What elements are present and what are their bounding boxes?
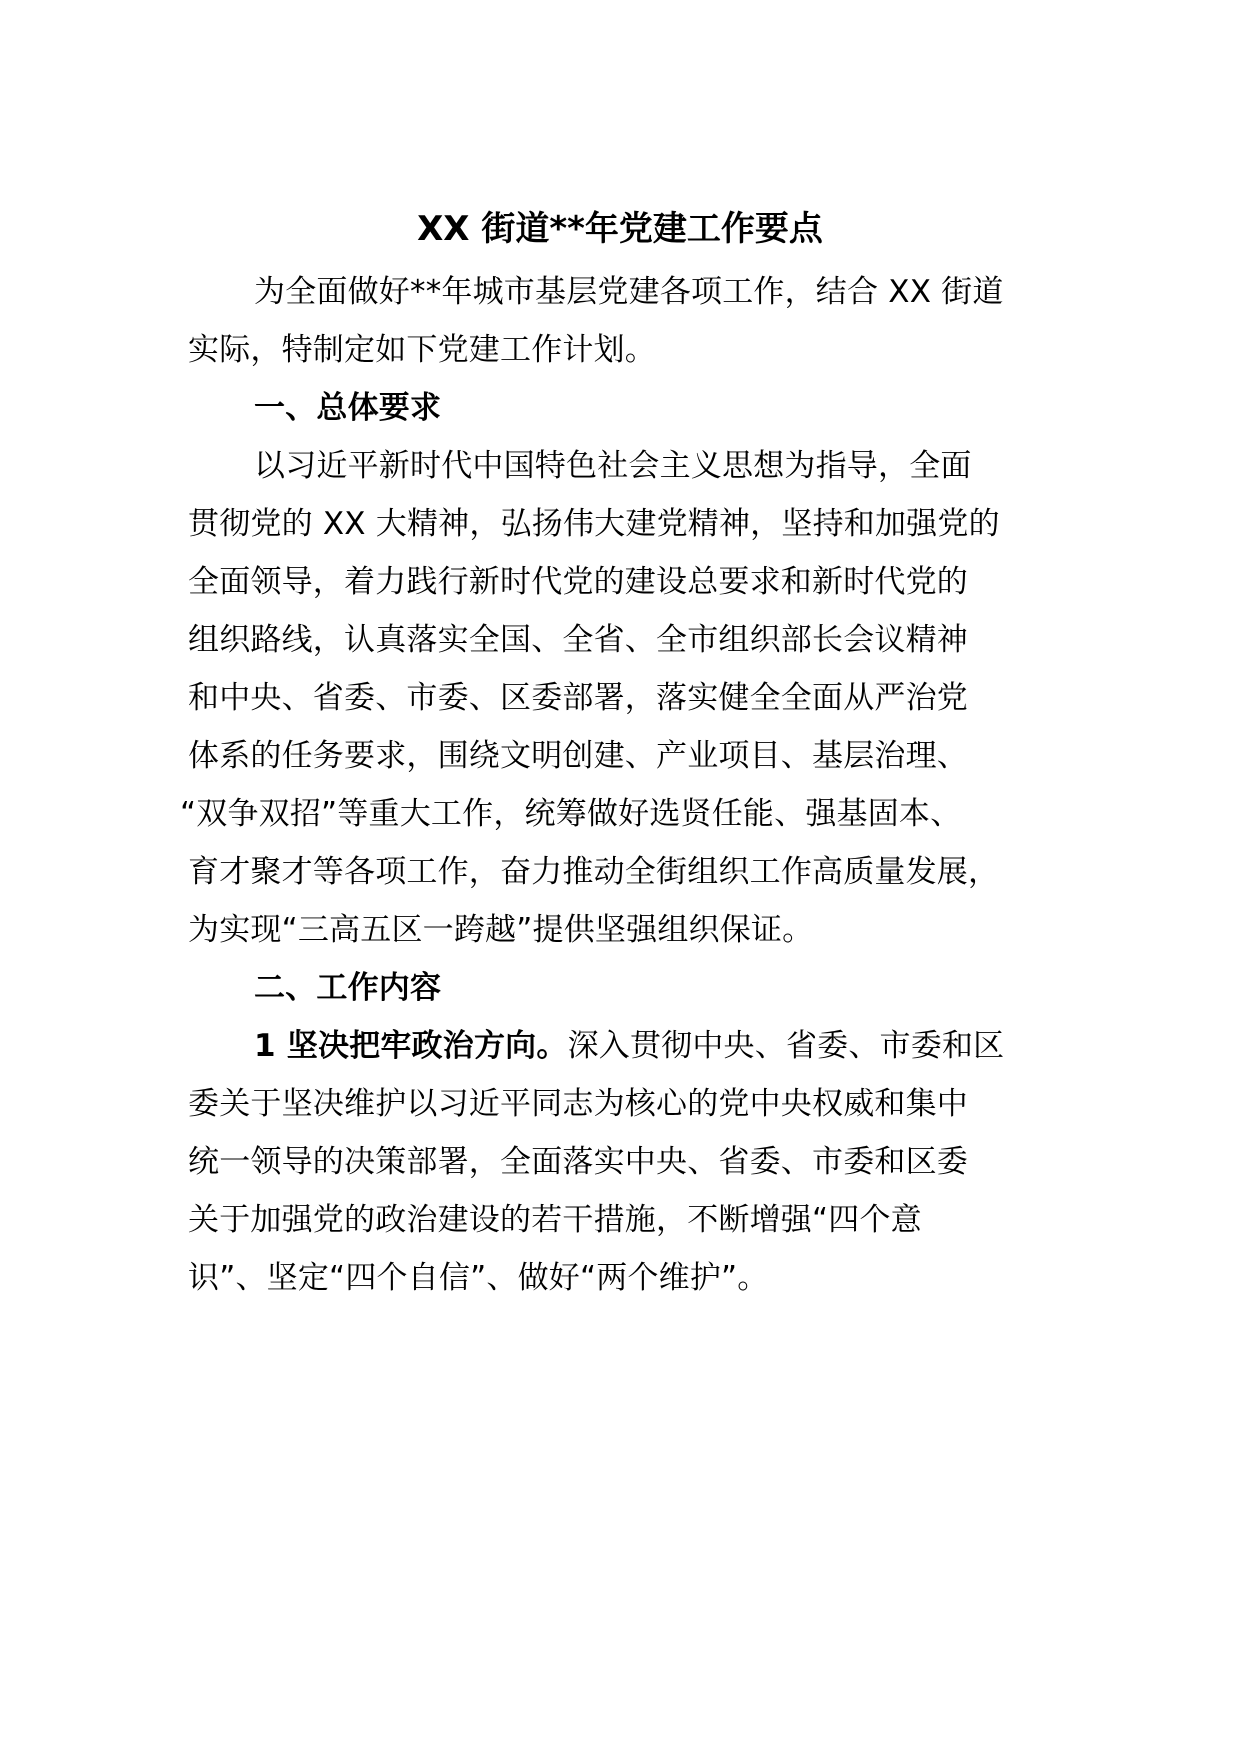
section-1-line-2: 贯彻党的 XX 大精神，弘扬伟大建党精神，坚持和加强党的 (188, 506, 1000, 542)
item-1-first-line (254, 1024, 1004, 1068)
section-1-line-4: 组织路线，认真落实全国、全省、全市组织部长会议精神 (188, 622, 968, 658)
section-heading-overall-requirements: 一、总体要求 (254, 390, 442, 426)
section-heading-work-content: 二、工作内容 (254, 970, 442, 1006)
intro-line-1: 为全面做好**年城市基层党建各项工作，结合 XX 街道 (254, 274, 1004, 310)
document-title: XX 街道**年党建工作要点 (417, 209, 823, 249)
intro-line-2: 实际，特制定如下党建工作计划。 (188, 332, 656, 368)
item-1-first-line-text: 深入贯彻中央、省委、市委和区 (567, 1028, 1005, 1064)
section-1-line-3: 全面领导，着力践行新时代党的建设总要求和新时代党的 (188, 564, 968, 600)
item-1-line-3: 统一领导的决策部署，全面落实中央、省委、市委和区委 (188, 1144, 968, 1180)
section-1-line-5: 和中央、省委、市委、区委部署，落实健全全面从严治党 (188, 680, 968, 716)
section-1-line-6: 体系的任务要求，围绕文明创建、产业项目、基层治理、 (188, 738, 968, 774)
section-1-line-1: 以习近平新时代中国特色社会主义思想为指导，全面 (254, 448, 972, 484)
item-1-lead-title: 1 坚决把牢政治方向。 (254, 1028, 568, 1064)
section-1-line-9: 为实现“三高五区一跨越”提供坚强组织保证。 (188, 912, 814, 948)
item-1-line-4: 关于加强党的政治建设的若干措施，不断增强“四个意 (188, 1202, 922, 1238)
item-1-line-2: 委关于坚决维护以习近平同志为核心的党中央权威和集中 (188, 1086, 968, 1122)
item-1-line-5: 识”、坚定“四个自信”、做好“两个维护”。 (188, 1260, 769, 1296)
section-1-line-8: 育才聚才等各项工作，奋力推动全街组织工作高质量发展， (188, 854, 1000, 890)
section-1-line-7: “双争双招”等重大工作，统筹做好选贤任能、强基固本、 (180, 796, 962, 832)
